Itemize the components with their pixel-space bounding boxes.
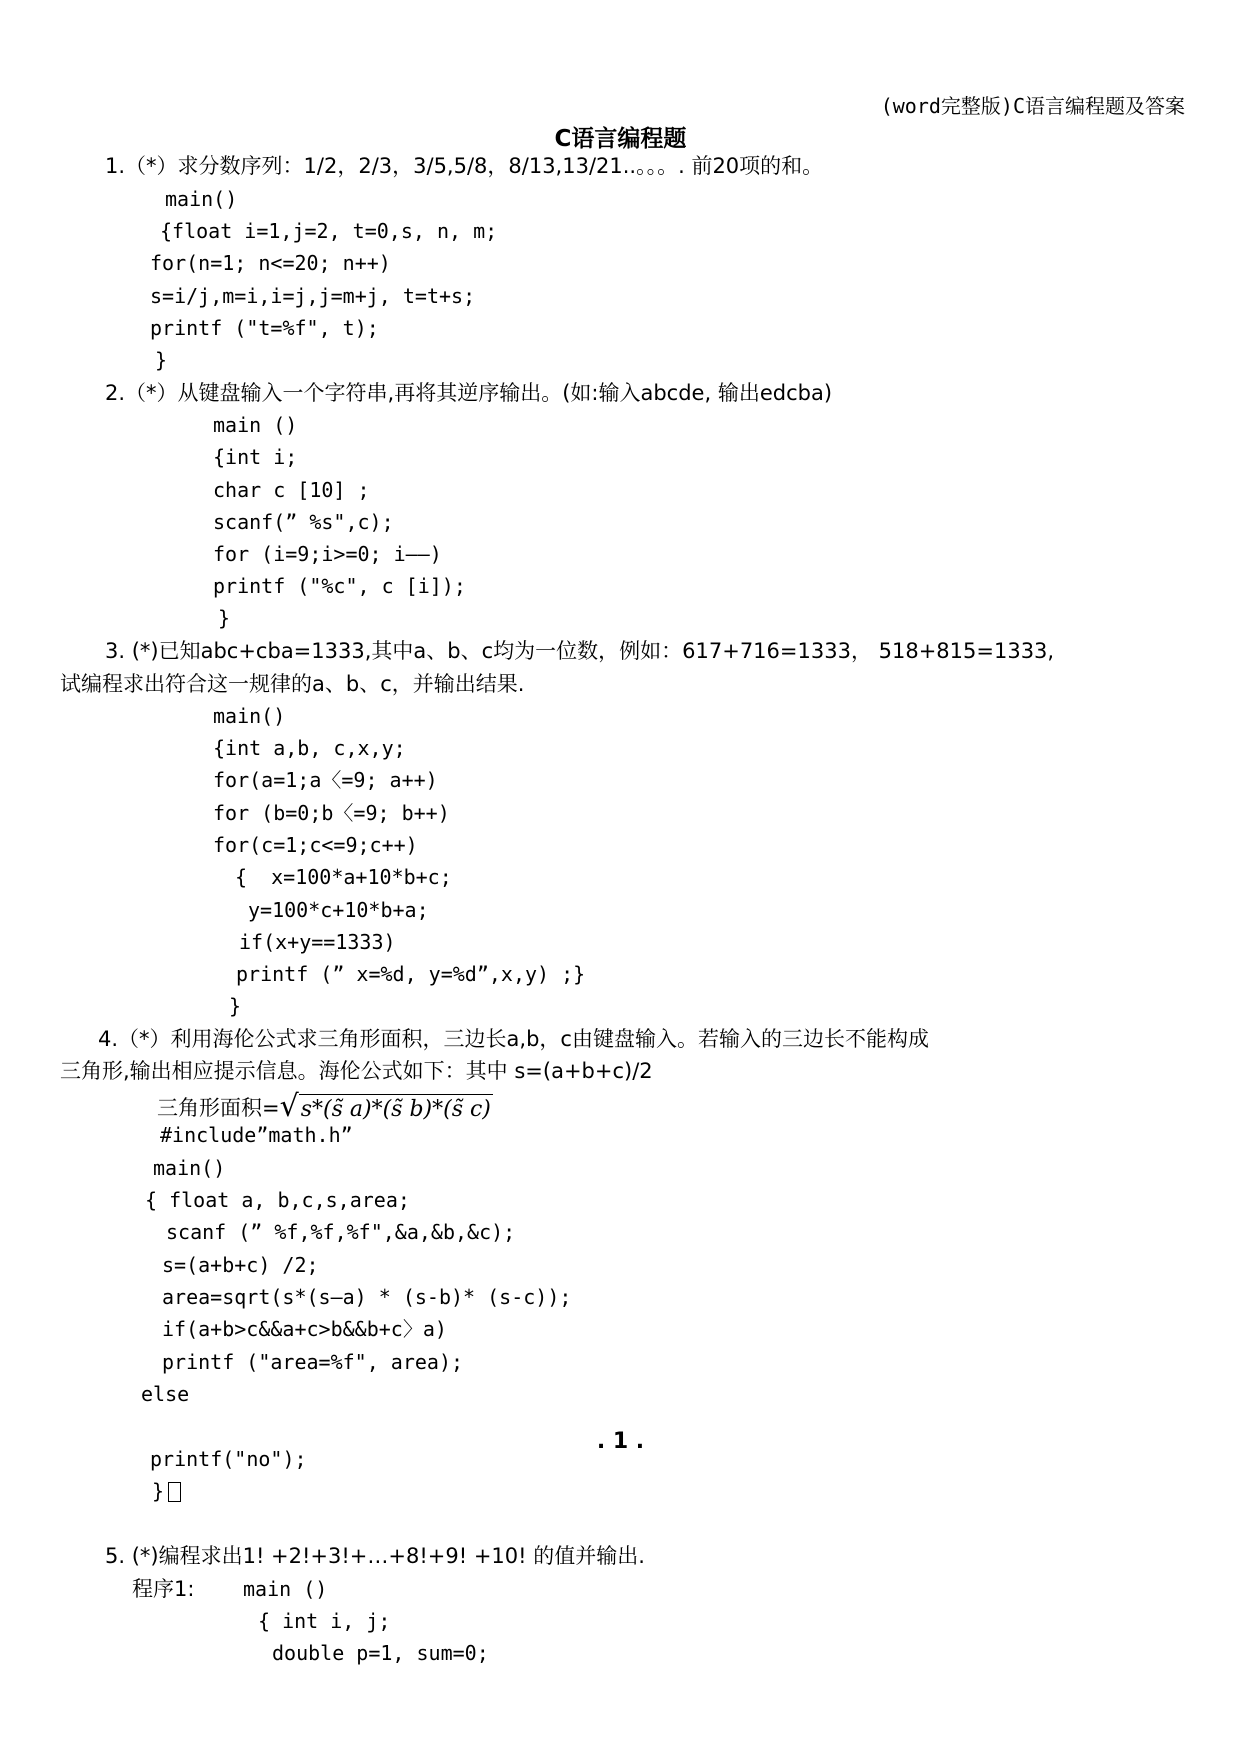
code-line: {int i; [213, 445, 298, 469]
code-line: printf("no"); [150, 1447, 307, 1471]
problem-4-heading: 4.（*）利用海伦公式求三角形面积，三边长a,b，c由键盘输入。若输入的三边长不能构成 [98, 1027, 929, 1051]
code-line: printf ("t=%f", t); [150, 316, 379, 340]
code-line: #include”math.h” [160, 1123, 353, 1147]
code-line: for (i=9;i>=0; i——) [213, 542, 442, 566]
code-line: y=100*c+10*b+a; [248, 898, 429, 922]
code-line: char c [10] ; [213, 478, 370, 502]
running-header: (word完整版)C语言编程题及答案 [880, 94, 1185, 118]
code-line: } [218, 606, 231, 630]
code-line: if(a+b>c&&a+c>b&&b+c〉a) [162, 1317, 447, 1341]
code-line: for(a=1;a〈=9; a++) [213, 768, 438, 792]
page-number: . 1 . [596, 1429, 645, 1454]
code-line: { x=100*a+10*b+c; [235, 865, 452, 889]
code-line: printf ("area=%f", area); [162, 1350, 464, 1374]
code-line: else [141, 1382, 190, 1406]
missing-glyph-box [168, 1482, 181, 1502]
code-line: for(c=1;c<=9;c++) [213, 833, 418, 857]
code-line: } [155, 348, 168, 372]
problem-3-heading-cont: 试编程求出符合这一规律的a、b、c，并输出结果. [60, 672, 525, 696]
code-line: for (b=0;b〈=9; b++) [213, 801, 450, 825]
code-line: { int i, j; [258, 1609, 391, 1633]
code-line: scanf (” %f,%f,%f",&a,&b,&c); [166, 1220, 516, 1244]
code-line: scanf(” %s",c); [213, 510, 394, 534]
code-line: {int a,b, c,x,y; [213, 736, 406, 760]
code-line: {float i=1,j=2, t=0,s, n, m; [160, 219, 498, 243]
code-line: for(n=1; n<=20; n++) [150, 251, 391, 275]
code-line: main() [213, 704, 286, 728]
program-label: 程序1: [132, 1577, 195, 1601]
code-line: printf ("%c", c [i]); [213, 574, 466, 598]
code-line: main () [243, 1577, 328, 1601]
code-line: s=(a+b+c) /2; [162, 1253, 319, 1277]
problem-4-heading-cont: 三角形,输出相应提示信息。海伦公式如下：其中 s=(a+b+c)/2 [60, 1059, 653, 1083]
code-line: main() [165, 187, 238, 211]
code-line: } [152, 1479, 165, 1503]
formula-radicand: s*(s̃ a)*(s̃ b)*(s̃ c) [299, 1094, 493, 1122]
code-line: double p=1, sum=0; [272, 1641, 489, 1665]
code-line: area=sqrt(s*(s—a) * (s-b)* (s-c)); [162, 1285, 572, 1309]
problem-2-heading: 2.（*）从键盘输入一个字符串,再将其逆序输出。(如:输入abcde, 输出edcba) [105, 381, 833, 405]
code-line: if(x+y==1333) [239, 930, 396, 954]
code-line: } [229, 994, 242, 1018]
page-title: C语言编程题 [554, 126, 687, 152]
radical-sign-icon: √ [279, 1089, 299, 1124]
code-line: main() [153, 1156, 226, 1180]
sqrt-expression [279, 1089, 493, 1124]
problem-5-heading: 5. (*)编程求出1! +2!+3!+…+8!+9! +10! 的值并输出. [105, 1544, 645, 1568]
code-line: { float a, b,c,s,area; [145, 1188, 410, 1212]
formula-label: 三角形面积= [157, 1096, 280, 1120]
code-line: main () [213, 413, 298, 437]
code-line: printf (” x=%d, y=%d”,x,y) ;} [236, 962, 586, 986]
problem-1-heading: 1.（*）求分数序列：1/2，2/3，3/5,5/8，8/13,13/21..。。。. 前20项的和。 [105, 154, 824, 178]
code-line: s=i/j,m=i,i=j,j=m+j, t=t+s; [150, 284, 476, 308]
problem-3-heading: 3. (*)已知abc+cba=1333,其中a、b、c均为一位数，例如：617+716=1333， 518+815=1333, [105, 639, 1055, 663]
heron-formula [157, 1089, 493, 1124]
